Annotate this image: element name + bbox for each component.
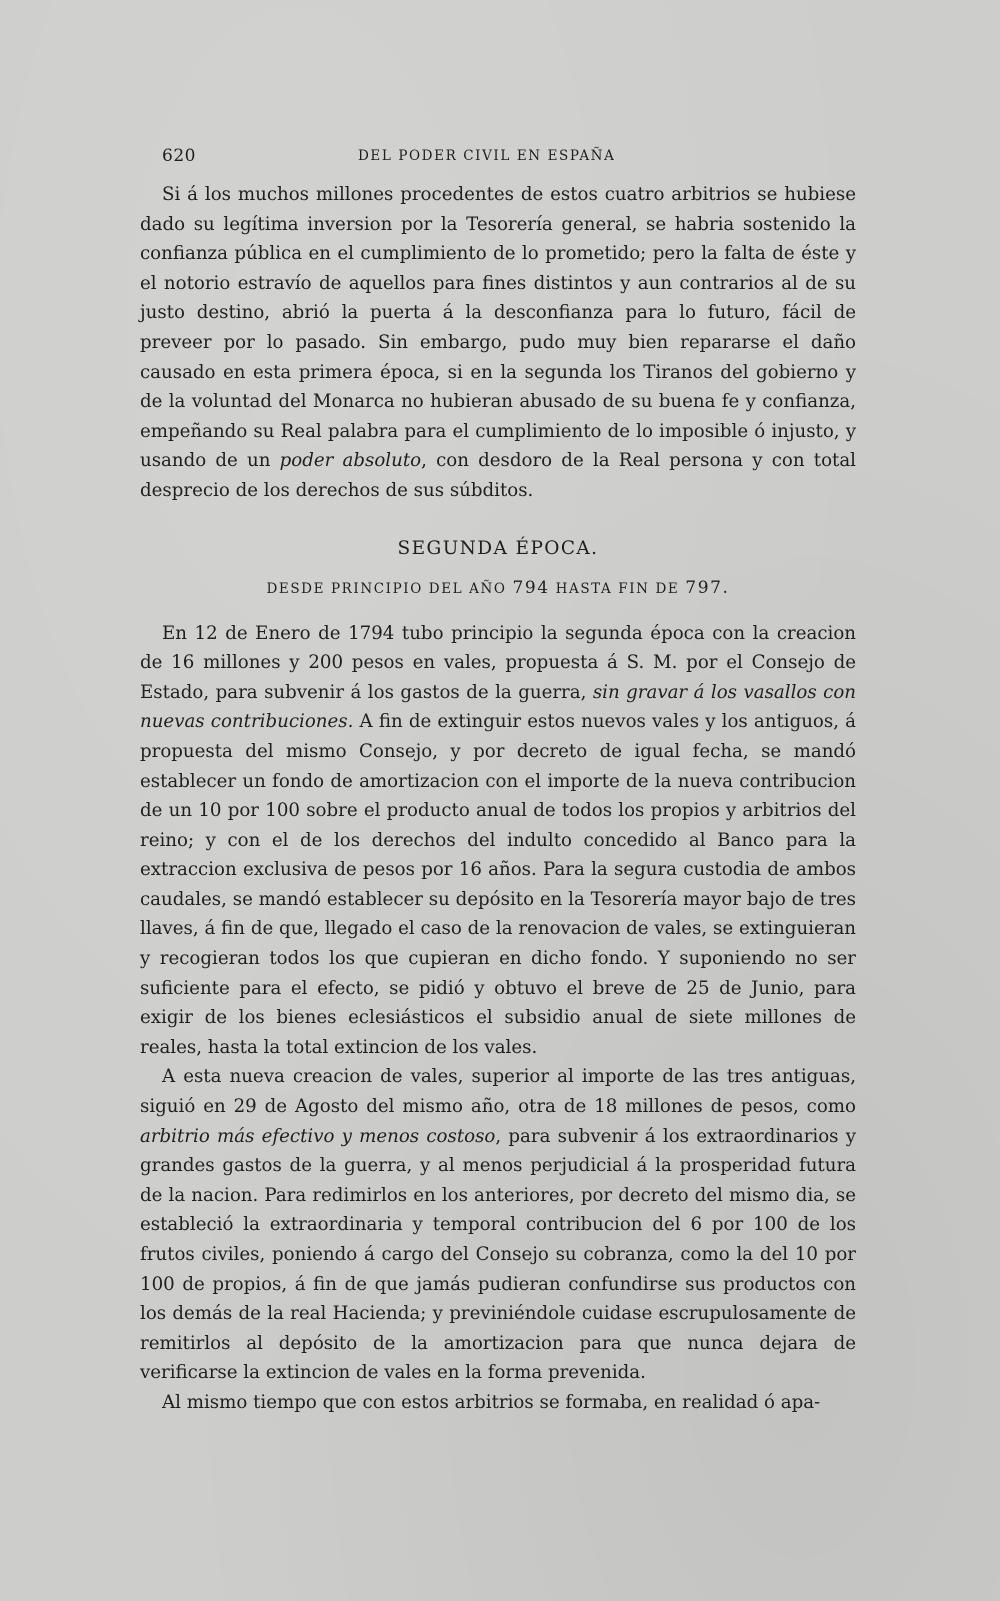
paragraph-2 bbox=[140, 619, 856, 1063]
body-text bbox=[140, 180, 856, 1418]
paragraph-1 bbox=[140, 180, 856, 506]
paragraph-2-text-end: A fin de extinguir estos nuevos vales y los antiguos, á propuesta del mismo Consejo, y por decreto de igual fecha, se mandó establecer un fondo de amortizacion con el importe de la nueva contribucion de un 10 por 100 sobre el producto anual de todos los propios y arbitrios del reino; y con el de los derechos del indulto concedido al Banco para la extraccion exclusiva de pesos por 16 años. Para la segura custodia de ambos caudales, se mandó establecer su depósito en la Tesorería mayor bajo de tres llaves, á fin de que, llegado el caso de la renovacion de vales, se extinguieran y recogieran todos los que cupieran en dicho fondo. Y suponiendo no ser suficiente para el efecto, se pidió y obtuvo el breve de 25 de Junio, para exigir de los bienes eclesiásticos el subsidio anual de siete millones de reales, hasta la total extincion de los vales. bbox=[140, 711, 856, 1058]
paragraph-3-italic: arbitrio más efectivo y menos costoso bbox=[140, 1125, 496, 1147]
paragraph-3-text-end: , para subvenir á los extraordinarios y grandes gastos de la guerra, y al menos perjudicial á la prosperidad futura de la nacion. Para redimirlos en los anteriores, por decreto del mismo dia, se estableció la extraordinaria y temporal contribucion del 6 por 100 de los frutos civiles, poniendo á cargo del Consejo su cobranza, como la del 10 por 100 de propios, á fin de que jamás pudieran confundirse sus productos con los demás de la real Hacienda; y previniéndole cuidase escrupulosamente de remitirlos al depósito de la amortizacion para que nunca dejara de verificarse la extincion de vales en la forma prevenida. bbox=[140, 1125, 857, 1384]
paragraph-3-text: A esta nueva creacion de vales, superior al importe de las tres antiguas, siguió en 29 de Agosto del mismo año, otra de 18 millones de pesos, como bbox=[140, 1066, 856, 1118]
paragraph-1-italic: poder absoluto bbox=[279, 450, 422, 472]
section-year-end: 797. bbox=[685, 577, 730, 598]
paragraph-1-text-end: , con desdoro de la Real persona y con total desprecio de los derechos de sus súbditos. bbox=[140, 450, 856, 501]
section-subtitle-part-a: DESDE PRINCIPIO DEL AÑO bbox=[266, 580, 507, 597]
section-subtitle bbox=[140, 578, 856, 599]
paragraph-2-italic: sin gravar á los vasallos con nuevas contribuciones. bbox=[140, 681, 856, 733]
section-year-start: 794 bbox=[512, 577, 550, 598]
running-head bbox=[162, 146, 856, 170]
paragraph-2-text: En 12 de Enero de 1794 tubo principio la segunda época con la creacion de 16 millones y 200 pesos en vales, propuesta á S. M. por el Consejo de Estado, para subvenir á los gastos de la guerra, bbox=[140, 622, 856, 703]
paragraph-3 bbox=[140, 1062, 856, 1388]
running-title: DEL PODER CIVIL EN ESPAÑA bbox=[358, 148, 616, 164]
section-subtitle-part-b: HASTA FIN DE bbox=[555, 580, 680, 597]
paragraph-4-text: Al mismo tiempo que con estos arbitrios se formaba, en realidad ó apa- bbox=[162, 1391, 821, 1413]
section-title: SEGUNDA ÉPOCA. bbox=[397, 537, 599, 559]
paragraph-1-text: Si á los muchos millones procedentes de estos cuatro arbitrios se hubiese dado su legítima inversion por la Tesorería general, se habria sostenido la confianza pública en el cumplimiento de lo prometido; pero la falta de éste y el notorio estravío de aquellos para fines distintos y aun contrarios al de su justo destino, abrió la puerta á la desconfianza para lo futuro, fácil de preveer por lo pasado. Sin embargo, pudo muy bien repararse el daño causado en esta primera época, si en la segunda los Tiranos del gobierno y de la voluntad del Monarca no hubieran abusado de su buena fe y confianza, empeñando su Real palabra para el cumplimiento de lo imposible ó injusto, y usando de un bbox=[140, 184, 856, 472]
page-number: 620 bbox=[162, 146, 196, 166]
paragraph-4 bbox=[140, 1388, 856, 1418]
